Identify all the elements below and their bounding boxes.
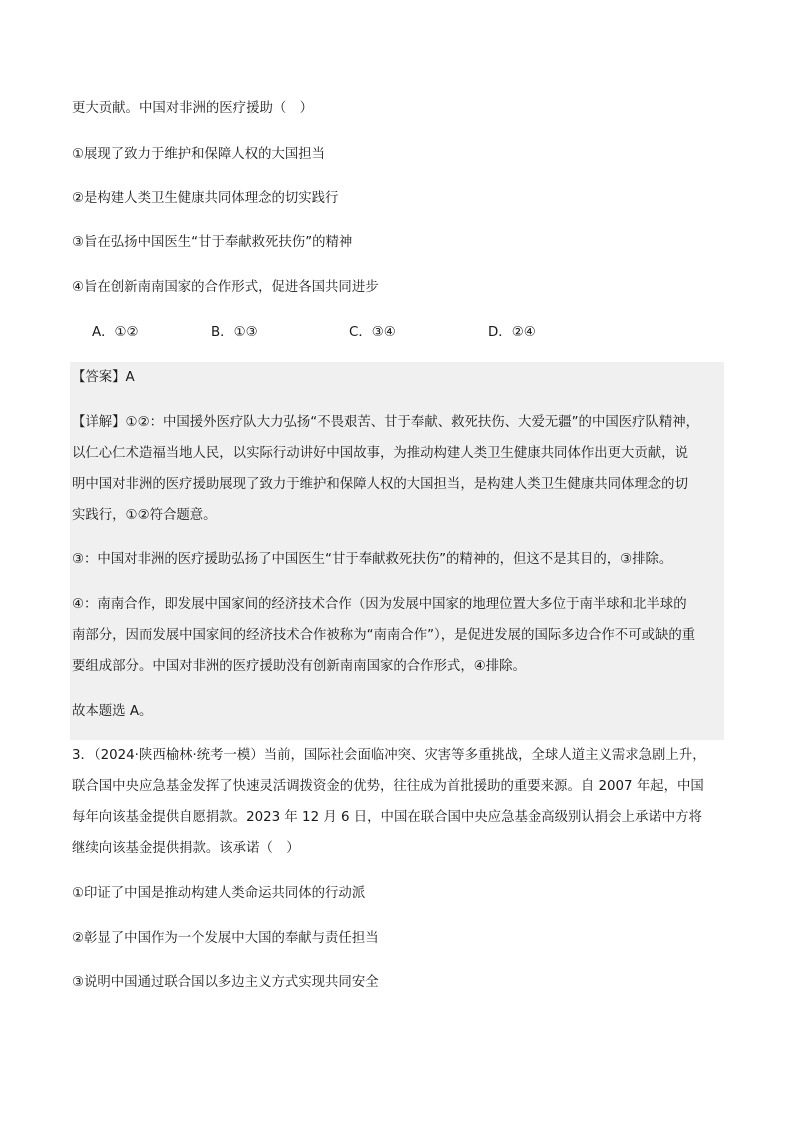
option-b: B．①③: [211, 325, 258, 340]
detail-paragraph-3: ③：中国对非洲的医疗援助弘扬了中国医生“甘于奉献救死扶伤”的精神的，但这不是其目的，③排除。: [72, 552, 673, 567]
statement-3: ③旨在弘扬中国医生“甘于奉献救死扶伤”的精神: [72, 235, 353, 250]
option-c: C．③④: [349, 325, 396, 340]
question-stem-tail: 更大贡献。中国对非洲的医疗援助（ ）: [72, 101, 314, 116]
question-3-statement-2: ②彰显了中国作为一个发展中大国的奉献与责任担当: [72, 931, 379, 946]
question-3-stem-line-1: 3．（2024·陕西榆林·统考一模）当前，国际社会面临冲突、灾害等多重挑战，全球人道主义需求急剧上升，: [72, 748, 706, 763]
detail-paragraph-4-line-3: 要组成部分。中国对非洲的医疗援助没有创新南南国家的合作形式，④排除。: [72, 659, 526, 674]
answer-line: 【答案】A: [72, 370, 135, 385]
option-d: D．②④: [488, 325, 536, 340]
detail-line-4: 实践行，①②符合题意。: [72, 508, 217, 523]
statement-2: ②是构建人类卫生健康共同体理念的切实践行: [72, 191, 339, 206]
statement-4: ④旨在创新南南国家的合作形式，促进各国共同进步: [72, 280, 379, 295]
question-3-stem-line-3: 每年向该基金提供自愿捐款。2023 年 12 月 6 日，中国在联合国中央应急基金高级别认捐会上承诺中方将: [72, 810, 702, 825]
detail-line-2: 以仁心仁术造福当地人民，以实际行动讲好中国故事，为推动构建人类卫生健康共同体作出更大贡献，说: [72, 446, 688, 461]
option-a: A．①②: [92, 325, 139, 340]
question-3-statement-1: ①印证了中国是推动构建人类命运共同体的行动派: [72, 886, 366, 901]
question-3-stem-line-4: 继续向该基金提供捐款。该承诺（ ）: [72, 841, 300, 856]
question-3-statement-3: ③说明中国通过联合国以多边主义方式实现共同安全: [72, 975, 379, 990]
detail-paragraph-4-line-1: ④：南南合作，即发展中国家间的经济技术合作（因为发展中国家的地理位置大多位于南半球和北半球的: [72, 597, 687, 612]
detail-paragraph-4-line-2: 南部分，因而发展中国家间的经济技术合作被称为“南南合作”），是促进发展的国际多边合作不可或缺的重: [72, 628, 696, 643]
detail-line-3: 明中国对非洲的医疗援助展现了致力于维护和保障人权的大国担当，是构建人类卫生健康共同体理念的切: [72, 477, 688, 492]
statement-1: ①展现了致力于维护和保障人权的大国担当: [72, 147, 326, 162]
question-3-stem-line-2: 联合国中央应急基金发挥了快速灵活调拨资金的优势，往往成为首批援助的重要来源。自 2007 年起，中国: [72, 779, 704, 794]
detail-line-1: 【详解】①②：中国援外医疗队大力弘扬“不畏艰苦、甘于奉献、救死扶伤、大爱无疆”的中国医疗队精神，: [72, 415, 700, 430]
conclusion: 故本题选 A。: [72, 704, 153, 719]
